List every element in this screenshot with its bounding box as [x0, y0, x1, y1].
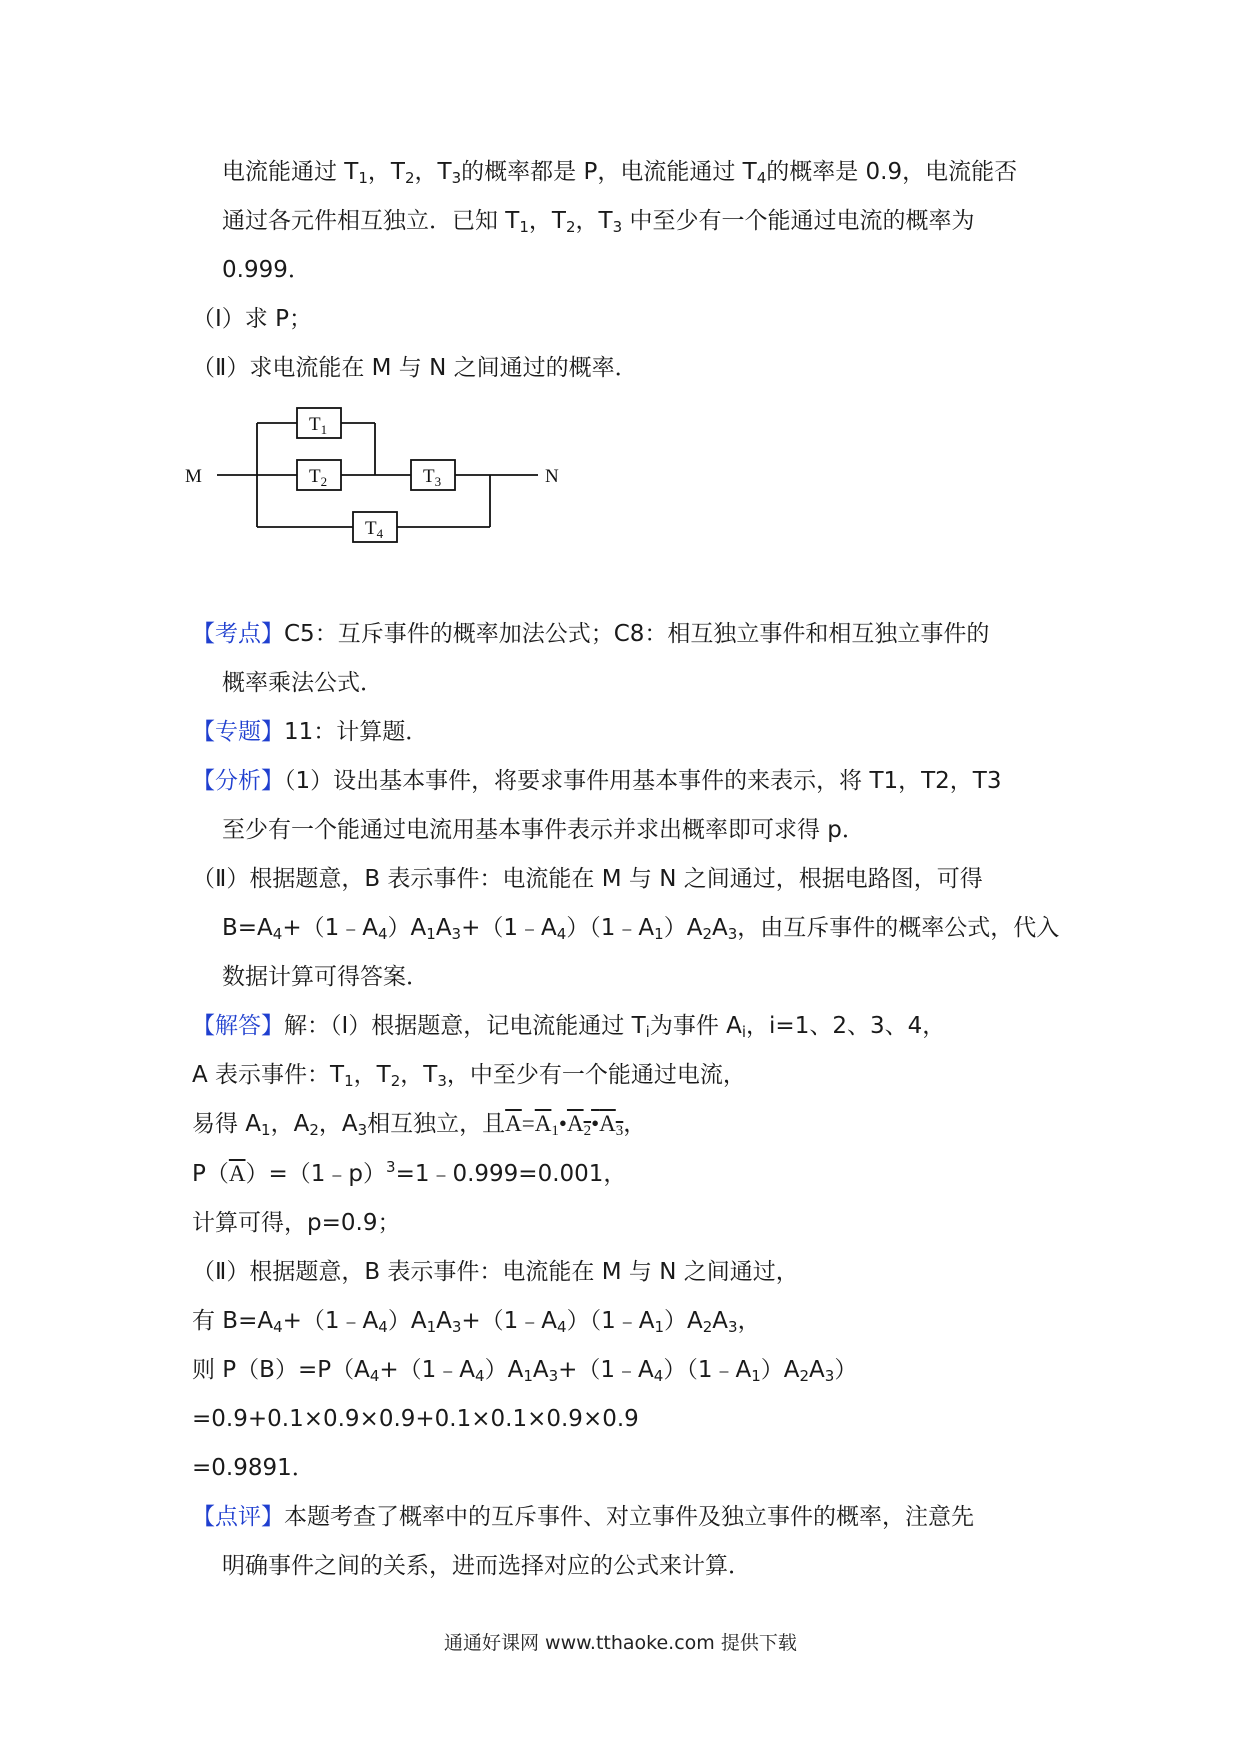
- problem-line-2: 通过各元件相互独立．已知 $T_1$，$T_2$，$T_3$ 中至少有一个能通过电流的概率为: [222, 208, 975, 236]
- fenxi-line-3: （Ⅱ）根据题意，B 表示事件：电流能在 M 与 N 之间通过，根据电路图，可得: [192, 866, 983, 892]
- fenxi-line-4: $B=A_4+(1﹣A_4)A_1A_3+(1﹣A_4)(1﹣A_1)A_2A_3$，由互斥事件的概率公式，代入: [222, 915, 1060, 943]
- jieda-line-9: =0.9+0.1×0.9×0.9+0.1×0.1×0.9×0.9: [192, 1406, 639, 1432]
- jieda-line-7: 有 $B=A_4+(1﹣A_4)A_1A_3+(1﹣A_4)(1﹣A_1)A_2A_3$，: [192, 1308, 761, 1336]
- jieda-line-5: 计算可得，p=0.9；: [192, 1210, 401, 1236]
- kaodian-line-2: 概率乘法公式．: [222, 670, 383, 696]
- dianping-line-2: 明确事件之间的关系，进而选择对应的公式来计算．: [222, 1553, 751, 1579]
- page-footer: 通通好课网 www.tthaoke.com 提供下载: [444, 1632, 797, 1654]
- circuit-diagram: [185, 400, 575, 550]
- fenxi-line-2: 至少有一个能通过电流用基本事件表示并求出概率即可求得 p．: [222, 817, 865, 843]
- dianping-tag: 【点评】: [192, 1504, 284, 1530]
- zhuanti-line: 【专题】11：计算题．: [192, 719, 429, 745]
- problem-line-3: 0.999．: [222, 257, 311, 283]
- jieda-line-4: $P(\overline{A})=(1﹣p)^3=1﹣0.999=0.001$，: [192, 1158, 627, 1187]
- node-n-label: N: [545, 466, 559, 487]
- t1-label: $T_1$: [309, 414, 328, 437]
- jieda-line-3: 易得 $A_1$，$A_2$，$A_3$相互独立，且$\overline{A}=\overline{A}_1•A_2•A_3$，: [192, 1111, 647, 1139]
- kaodian-line-1: 【考点】C5：互斥事件的概率加法公式；C8：相互独立事件和相互独立事件的: [192, 621, 990, 647]
- dianping-line-1: 【点评】本题考查了概率中的互斥事件、对立事件及独立事件的概率，注意先: [192, 1504, 974, 1530]
- jieda-line-8: 则 $P(B)=P(A_4+(1﹣A_4)A_1A_3+(1﹣A_4)(1﹣A_1)A_2A_3)$: [192, 1357, 858, 1385]
- fenxi-line-5: 数据计算可得答案．: [222, 964, 429, 990]
- t3-label: $T_3$: [423, 466, 442, 489]
- t4-label: $T_4$: [365, 518, 384, 541]
- jieda-line-2: A 表示事件：$T_1$，$T_2$，$T_3$，中至少有一个能通过电流，: [192, 1062, 746, 1090]
- fenxi-tag: 【分析】: [192, 768, 284, 794]
- fenxi-line-1: 【分析】（1）设出基本事件，将要求事件用基本事件的来表示，将 T1，T2，T3: [192, 768, 1002, 794]
- complement-formula: $\overline{A}=\overline{A}_1•A_2•A_3$: [505, 1111, 624, 1139]
- problem-line-1: 电流能通过 $T_1$，$T_2$，$T_3$的概率都是 P，电流能通过 $T_4$的概率是 0.9，电流能否: [222, 159, 1018, 187]
- jieda-line-6: （Ⅱ）根据题意，B 表示事件：电流能在 M 与 N 之间通过，: [192, 1259, 799, 1285]
- t2-label: $T_2$: [309, 466, 328, 489]
- zhuanti-tag: 【专题】: [192, 719, 284, 745]
- question-2: （Ⅱ）求电流能在 M 与 N 之间通过的概率．: [192, 355, 638, 381]
- jieda-tag: 【解答】: [192, 1013, 284, 1039]
- node-m-label: M: [185, 466, 202, 487]
- jieda-line-10: =0.9891．: [192, 1455, 315, 1481]
- question-1: （Ⅰ）求 P；: [192, 306, 312, 332]
- kaodian-tag: 【考点】: [192, 621, 284, 647]
- jieda-line-1: 【解答】解：（Ⅰ）根据题意，记电流能通过 $T_i$为事件 $A_i$，i=1、2、3、4，: [192, 1013, 946, 1041]
